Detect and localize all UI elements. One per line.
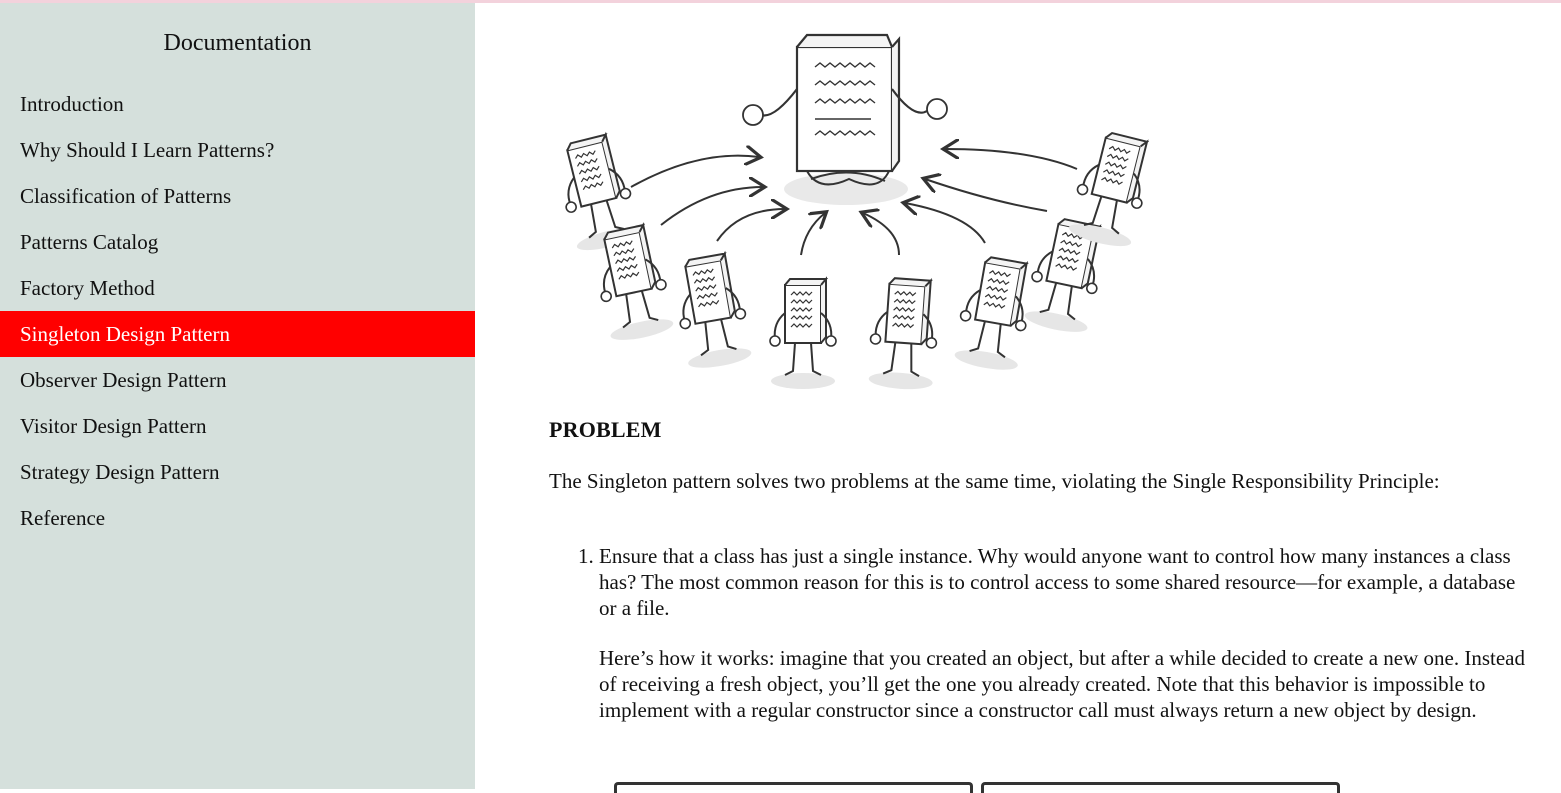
sidebar: [0, 3, 475, 789]
sidebar-item-introduction[interactable]: Introduction: [20, 92, 124, 116]
sidebar-title: Documentation: [163, 30, 312, 56]
list-item: [599, 543, 1534, 723]
intro-paragraph: The Singleton pattern solves two problems at the same time, violating the Single Responsibility Principle:: [549, 469, 1440, 493]
partial-box-left: [614, 782, 973, 793]
problem-heading: PROBLEM: [549, 417, 662, 442]
singleton-illustration: [549, 29, 1149, 391]
list-item-paragraph-2: Here’s how it works: imagine that you created an object, but after a while decided to create a new one. Instead of receiving a fresh object, you’ll get the one you already created. Note that this behavior is impossible to implement with a regular constructor since a constructor call must always return a new object by design.: [599, 646, 1525, 722]
problem-list: [549, 543, 1534, 747]
sidebar-item-patterns-catalog[interactable]: Patterns Catalog: [20, 230, 159, 254]
sidebar-item-why-learn-patterns[interactable]: Why Should I Learn Patterns?: [20, 138, 275, 162]
sidebar-item-strategy[interactable]: Strategy Design Pattern: [20, 460, 220, 484]
list-item-paragraph-1: 1. Ensure that a class has just a single instance. Why would anyone want to control how many instances a class has? The most common reason for this is to control access to some shared resource—for example, a database or a file.: [599, 544, 1516, 620]
sidebar-item-observer[interactable]: Observer Design Pattern: [20, 368, 227, 392]
sidebar-item-reference[interactable]: Reference: [20, 506, 106, 530]
sidebar-item-singleton[interactable]: Singleton Design Pattern: [0, 311, 475, 357]
partial-box-right: [981, 782, 1340, 793]
sidebar-item-classification[interactable]: Classification of Patterns: [20, 184, 232, 208]
sidebar-item-factory-method[interactable]: Factory Method: [20, 276, 155, 300]
sidebar-item-visitor[interactable]: Visitor Design Pattern: [20, 414, 207, 438]
main-content: [549, 3, 1525, 789]
central-singleton-figure: [743, 35, 947, 205]
sidebar-nav: [0, 81, 475, 541]
